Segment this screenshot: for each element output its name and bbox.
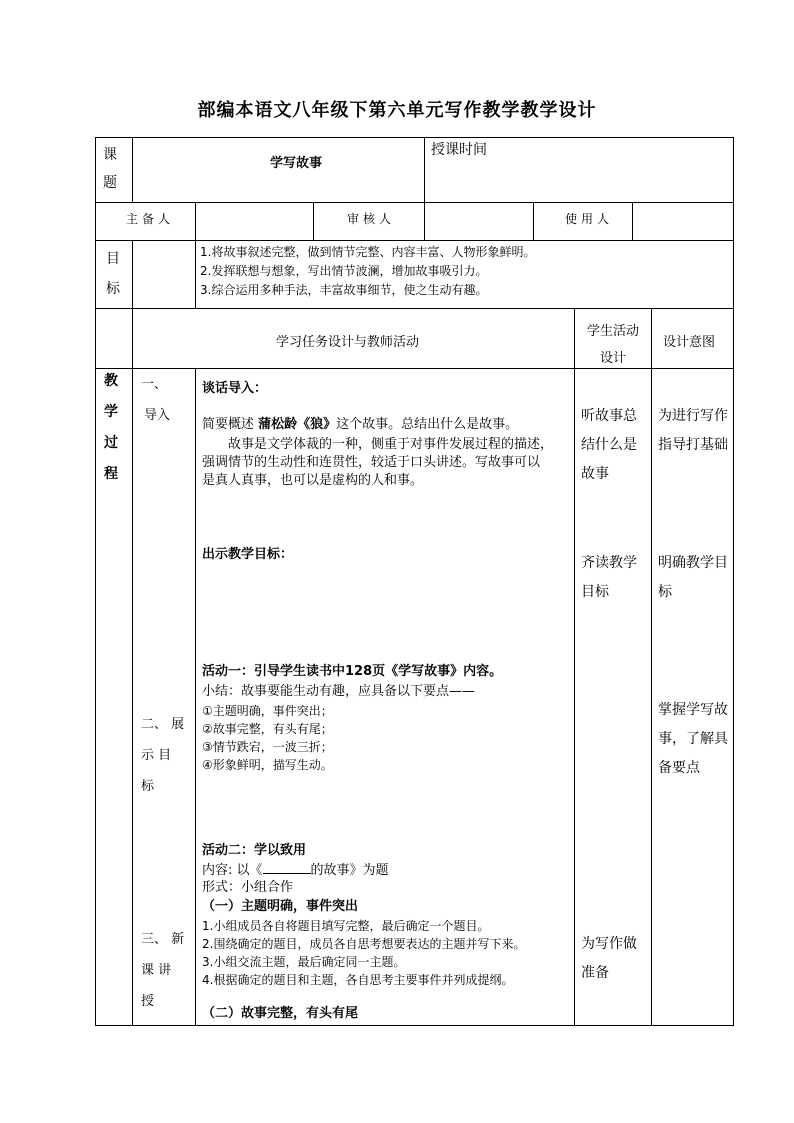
intro-heading: 谈话导入： <box>202 381 268 396</box>
activity2-content: 内容: 以《 的故事》为题 <box>202 863 389 878</box>
class-time-label: 授课时间 <box>431 142 487 158</box>
activity1-point: ④形象鲜明，描写生动。 <box>202 758 333 772</box>
stage-intro-label: 一、 导入 <box>141 377 171 423</box>
intro-paragraph: 是真人真事，也可以是虚构的人和事。 <box>202 473 424 488</box>
intent-clarify-goals: 明确教学目标 <box>658 555 728 600</box>
activity2-step: 2.围绕确定的题目，成员各自思考想要表达的主题并写下来。 <box>202 937 526 951</box>
stage-new-lesson-label: 三、 新 课 讲 授 <box>141 932 185 1009</box>
activity2-subheading: （一）主题明确，事件突出 <box>202 899 359 914</box>
stage-goals-label: 二、 展 示 目 标 <box>141 717 185 794</box>
activity1-point: ②故事完整，有头有尾； <box>202 722 333 736</box>
activity2-form: 形式：小组合作 <box>202 880 294 895</box>
activity1-point: ①主题明确，事件突出； <box>202 704 333 718</box>
goal-item: 2.发挥联想与想象，写出情节波澜，增加故事吸引力。 <box>200 264 488 278</box>
document-title: 部编本语文八年级下第六单元写作教学教学设计 <box>197 100 597 121</box>
intro-summary: 简要概述 蒲松龄《狼》这个故事。总结出什么是故事。 <box>202 417 519 432</box>
intro-paragraph: 故事是文学体裁的一种，侧重于对事件发展过程的描述， <box>202 437 554 452</box>
goal-item: 1.将故事叙述完整，做到情节完整、内容丰富、人物形象鲜明。 <box>200 245 536 259</box>
activity2-subheading: （二）故事完整，有头有尾 <box>202 1006 359 1021</box>
student-column-header: 学生活动 设计 <box>586 324 639 366</box>
tasks-column-header: 学习任务设计与教师活动 <box>276 335 420 350</box>
student-activity-prepare: 为写作做准备 <box>581 936 637 981</box>
topic-value: 学写故事 <box>270 156 323 171</box>
activity1-heading: 活动一：引导学生读书中128页《学写故事》内容。 <box>202 664 503 679</box>
goals-label: 目 标 <box>106 251 120 297</box>
user-label: 使用人 <box>565 212 614 226</box>
reviewer-label: 审核人 <box>347 212 396 226</box>
activity1-summary: 小结：故事要能生动有趣，应具备以下要点—— <box>202 684 476 699</box>
intent-master-points: 掌握学写故事，了解具备要点 <box>658 702 728 776</box>
intro-paragraph: 强调情节的生动性和连贯性，较适于口头讲述。写故事可以 <box>202 455 541 470</box>
main-preparer-label: 主备人 <box>126 212 175 226</box>
student-activity-listen: 听故事总结什么是故事 <box>581 408 637 482</box>
goal-item: 3.综合运用多种手法，丰富故事细节，使之生动有趣。 <box>200 283 488 297</box>
topic-label: 课 题 <box>103 147 117 191</box>
activity2-step: 4.根据确定的题目和主题，各自思考主要事件并列成提纲。 <box>202 973 514 987</box>
activity2-step: 1.小组成员各自将题目填写完整，最后确定一个题目。 <box>202 919 490 933</box>
blank-line <box>263 861 311 874</box>
activity2-heading: 活动二：学以致用 <box>202 843 307 858</box>
intent-column-header: 设计意图 <box>663 335 716 350</box>
show-goals-heading: 出示教学目标： <box>202 547 294 562</box>
process-label: 教 学 过 程 <box>104 373 118 482</box>
intent-foundation: 为进行写作指导打基础 <box>658 408 728 453</box>
activity1-point: ③情节跌宕，一波三折； <box>202 740 333 754</box>
activity2-step: 3.小组交流主题，最后确定同一主题。 <box>202 955 406 969</box>
student-activity-read-goals: 齐读教学目标 <box>581 555 637 600</box>
